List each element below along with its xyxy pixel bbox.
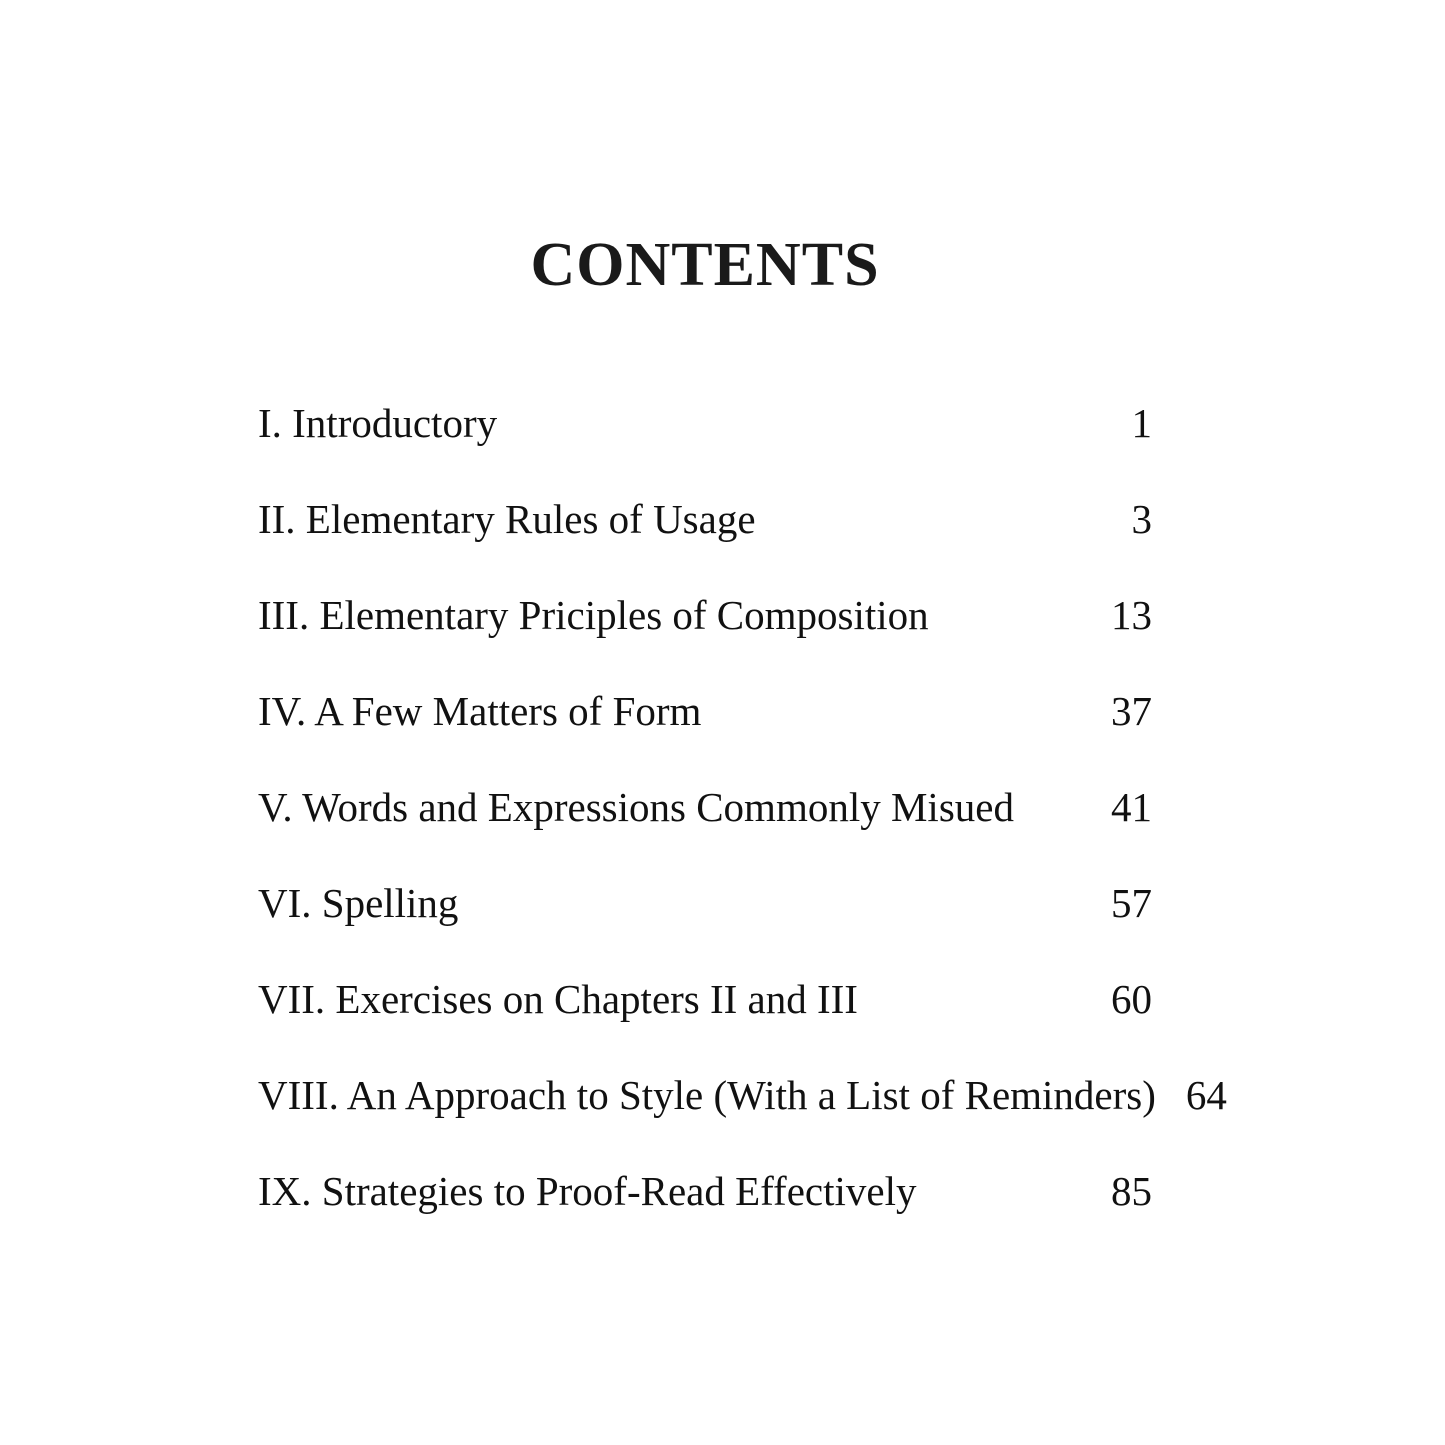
toc-entry-label: IX. Strategies to Proof-Read Effectively <box>258 1168 917 1214</box>
toc-entry <box>258 1047 1227 1143</box>
toc-entry-label: V. Words and Expressions Commonly Misued <box>258 784 1014 830</box>
toc-entry-label: II. Elementary Rules of Usage <box>258 496 756 542</box>
toc-entry-label: VI. Spelling <box>258 880 459 926</box>
toc-entry <box>258 759 1152 855</box>
toc-entry-page-number: 57 <box>1111 880 1152 926</box>
toc-entry-page-number: 3 <box>1131 496 1152 542</box>
toc-entry-label: III. Elementary Priciples of Composition <box>258 592 929 638</box>
toc-entry <box>258 471 1152 567</box>
toc-entry-page-number: 41 <box>1111 784 1152 830</box>
toc-entry-label: VII. Exercises on Chapters II and III <box>258 976 858 1022</box>
toc-entry-label: VIII. An Approach to Style (With a List of Reminders) <box>258 1072 1156 1118</box>
toc-entry-page-number: 37 <box>1111 688 1152 734</box>
toc-entry <box>258 855 1152 951</box>
toc-entry <box>258 663 1152 759</box>
toc-list <box>258 375 1227 1239</box>
toc-entry <box>258 375 1152 471</box>
toc-entry-page-number: 1 <box>1131 400 1152 446</box>
toc-entry-page-number: 64 <box>1185 1072 1227 1118</box>
toc-entry <box>258 951 1152 1047</box>
toc-entry-page-number: 13 <box>1111 592 1152 638</box>
toc-entry-label: I. Introductory <box>258 400 498 446</box>
toc-entry <box>258 1143 1152 1239</box>
toc-entry-page-number: 60 <box>1111 976 1152 1022</box>
toc-entry <box>258 567 1152 663</box>
toc-entry-label: IV. A Few Matters of Form <box>258 688 702 734</box>
page-title: CONTENTS <box>530 231 880 299</box>
toc-entry-page-number: 85 <box>1111 1168 1152 1214</box>
